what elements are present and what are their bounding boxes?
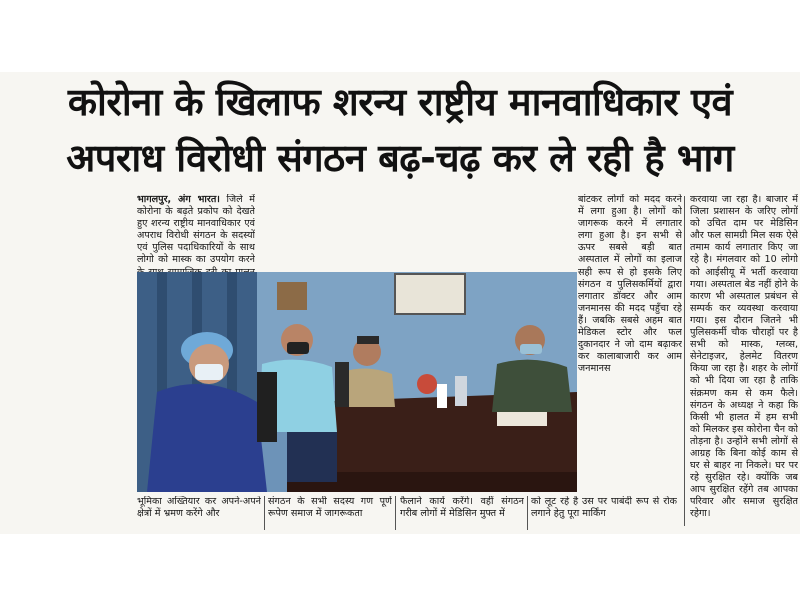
column-divider: [527, 496, 528, 530]
article-column-4-bottom: [400, 496, 524, 530]
newspaper-clipping: [0, 72, 800, 534]
article-text-col4: बांटकर लोगों को मदद करने में लगा हुआ है। लोगों को जागरूक करने में लगातार लगा हुआ है। इन सभी से ऊपर सबसे बड़ी बात अस्पताल में लोगों का इलाज सही रूप से हो इसके लिए संगठन व पुलिसकर्मियों द्वारा लगातार डॉक्टर और आम जनमानस की मदद पहुँचा रहे हैं। जबकि सबसे अहम बात मेडिकल स्टोर और फल दुकानदार ने जो दाम बढ़ाकर कर कालाबाजारी कर आम जनमानस: [578, 194, 682, 375]
article-column-5: [690, 194, 798, 524]
headline-line-2: अपराध विरोधी संगठन बढ़-चढ़ कर ले रही है भाग: [66, 136, 734, 180]
column-divider: [395, 496, 396, 530]
article-text-col5-bottom: को लूट रहे है उस पर पाबंदी रूप से रोक लगाने हेतु पूरा मार्किंग: [531, 496, 677, 520]
article-text-col3: संगठन के सभी सदस्य गण पूर्ण रूपेण समाज में जागरूकता: [268, 496, 392, 520]
article-text-col5: करवाया जा रहा है। बाजार में जिला प्रशासन के जरिए लोगों को उचित दाम पर मेडिसिन और फल सामग्री मिल सक ऐसे तमाम कार्य लगातार किए जा रहे है। मंगलवार को 10 लोगो को आईसीयू में भर्ती करवाया गया। अस्पताल बेड नहीं होने के कारण भी अस्पताल प्रबंधन से सम्पर्क कर व्यवस्था करवाया गया। इस दौरान जितने भी पुलिसकर्मी चौक चौराहों पर है सभी को मास्क, ग्लव्स, सेनेटाइजर, हेलमेट वितरण किया जा रहा है। शहर के लोगों को भी दिया जा रहा है ताकि संक्रमण कम से कम फैले। संगठन के अध्यक्ष ने कहा कि किसी भी हालत में हम सभी को मिलकर इस कोरोना चैन को तोड़ना है। उन्होंने सभी लोगों से आग्रह कि बिना कोई काम से घर से बाहर ना निकले। घर पर रहे सुरक्षित रहे। क्योंकि जब आप सुरक्षित रहेंगे तब आपका परिवार और समाज सुरक्षित रहेगा।: [690, 194, 798, 520]
headline-line-1: कोरोना के खिलाफ शरन्य राष्ट्रीय मानवाधिकार एवं: [67, 80, 733, 124]
article-column-5-bottom: [531, 496, 677, 530]
article-text-col4-bottom: फैलाने कार्य करेंगे। वहीं संगठन गरीब लोगों में मेडिसिन मुफ्त में: [400, 496, 524, 520]
dateline: भागलपुर, अंग भारत।: [137, 194, 220, 205]
column-divider: [684, 196, 685, 526]
column-divider: [264, 496, 265, 530]
article-text-col2: भूमिका अख्तियार कर अपने-अपने क्षेत्रों में भ्रमण करेंगे और: [137, 496, 261, 520]
article-column-2-bottom: [137, 496, 261, 530]
article-column-3-bottom: [268, 496, 392, 530]
meeting-photo: [137, 272, 577, 492]
article-text-col1: जिले में कोरोना के बढ़ते प्रकोप को देखते हुए शरन्य राष्ट्रीय मानवाधिकार एवं अपराध विरोधी संगठन के सदस्यों एवं पुलिस पदाधिकारियों के साथ लोगो को मास्क का उपयोग करने: [137, 194, 255, 266]
article-column-4: [578, 194, 682, 494]
